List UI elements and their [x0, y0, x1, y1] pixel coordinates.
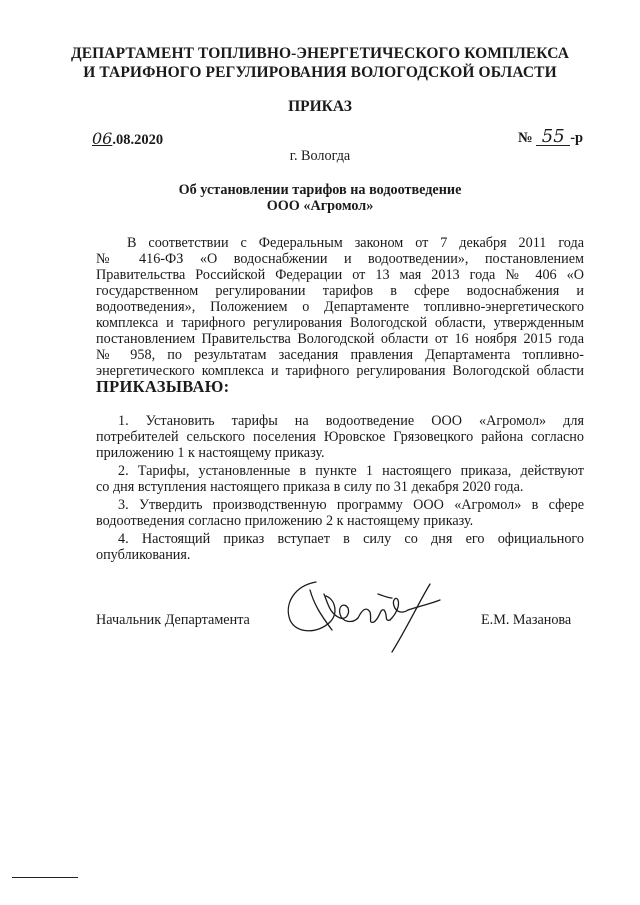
signatory-name: Е.М. Мазанова — [481, 612, 572, 628]
preamble-line: водоотведения», Положением о Департаменте топливно-энергетического — [96, 299, 584, 315]
item-2-line: 2. Тарифы, установленные в пункте 1 настоящего приказа, действуют — [118, 463, 584, 479]
item-1-line: 1. Установить тарифы на водоотведение ООО «Агромол» для — [118, 413, 584, 429]
item-1-line: приложению 1 к настоящему приказу. — [96, 445, 325, 461]
item-3-line: водоотведения согласно приложению 2 к настоящему приказу. — [96, 513, 474, 529]
number-suffix: -р — [570, 130, 584, 146]
item-2-line: со дня вступления настоящего приказа в силу по 31 декабря 2020 года. — [96, 479, 524, 495]
preamble-line: постановлением Правительства Вологодской области от 16 ноября 2015 года — [96, 331, 584, 347]
preamble-line: Правительства Российской Федерации от 13 мая 2013 года № 406 «О — [96, 267, 584, 283]
number-sign: № — [518, 130, 533, 146]
title-line-1: Об установлении тарифов на водоотведение — [178, 182, 462, 198]
document-type: ПРИКАЗ — [288, 98, 352, 115]
preamble-line: энергетического комплекса и тарифного регулирования Вологодской области — [96, 363, 584, 379]
title-line-2: ООО «Агромол» — [266, 198, 374, 214]
item-1-line: потребителей сельского поселения Юровское Грязовецкого района согласно — [96, 429, 584, 445]
preamble-line: № 416-ФЗ «О водоснабжении и водоотведении», постановлением — [96, 251, 584, 267]
city: г. Вологда — [289, 148, 351, 164]
item-4-line: опубликования. — [96, 547, 191, 563]
preamble-line: комплекса и тарифного регулирования Вологодской области, утвержденным — [96, 315, 584, 331]
preamble-line: № 958, по результатам заседания правления Департамента топливно- — [96, 347, 584, 363]
preamble-line: В соответствии с Федеральным законом от 7 декабря 2011 года — [127, 235, 584, 251]
handwritten-number: 55 — [536, 129, 570, 146]
footer-rule — [12, 877, 78, 878]
department-name-line-2: И ТАРИФНОГО РЕГУЛИРОВАНИЯ ВОЛОГОДСКОЙ ОБЛАСТИ — [83, 64, 557, 81]
handwritten-day: 06 — [92, 129, 113, 148]
handwritten-signature — [280, 570, 455, 660]
signatory-position: Начальник Департамента — [96, 612, 250, 628]
preamble-line: государственном регулировании тарифов в сфере водоснабжения и — [96, 283, 584, 299]
item-4-line: 4. Настоящий приказ вступает в силу со дня его официального — [118, 531, 584, 547]
item-3-line: 3. Утвердить производственную программу ООО «Агромол» в сфере — [118, 497, 584, 513]
order-date — [92, 129, 163, 149]
date-rest: .08.2020 — [112, 132, 164, 148]
order-word: ПРИКАЗЫВАЮ: — [96, 377, 230, 396]
order-number — [518, 126, 584, 147]
department-name-line-1: ДЕПАРТАМЕНТ ТОПЛИВНО-ЭНЕРГЕТИЧЕСКОГО КОМПЛЕКСА — [70, 45, 570, 62]
